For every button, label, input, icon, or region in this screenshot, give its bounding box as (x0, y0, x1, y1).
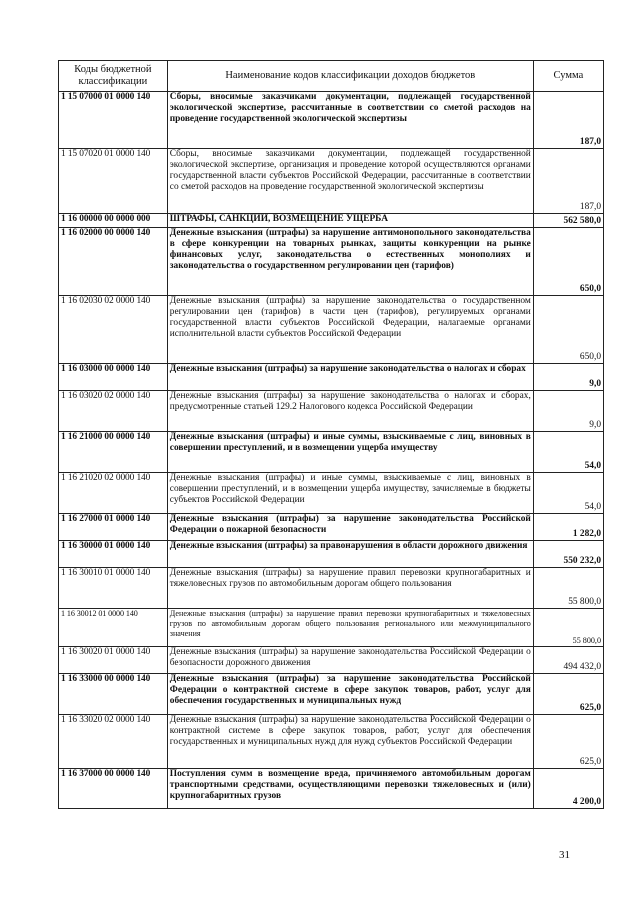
row-code: 1 16 27000 01 0000 140 (59, 514, 168, 541)
row-sum: 562 580,0 (533, 214, 603, 228)
row-name: Поступления сумм в возмещение вреда, причиняемого автомобильным дорогам транспортными средствами, осуществляющими перевозки тяжеловесных и (или) крупногабаритных грузов (167, 769, 533, 809)
table-row (59, 149, 604, 214)
row-sum: 650,0 (533, 228, 603, 296)
row-code: 1 16 30012 01 0000 140 (59, 609, 168, 647)
row-sum: 625,0 (533, 715, 603, 769)
table-row (59, 541, 604, 568)
row-code: 1 16 33000 00 0000 140 (59, 674, 168, 715)
row-code: 1 15 07000 01 0000 140 (59, 92, 168, 149)
row-sum: 4 200,0 (533, 769, 603, 809)
row-name: Денежные взыскания (штрафы) за нарушение законодательства о налогах и сборах (167, 364, 533, 391)
row-name: Денежные взыскания (штрафы) и иные суммы, взыскиваемые с лиц, виновных в совершении преступлений, и в возмещении ущерба имуществу (167, 432, 533, 473)
table-row (59, 647, 604, 674)
row-name: Денежные взыскания (штрафы) за нарушение правил перевозки крупногабаритных и тяжеловесных грузов по автомобильным дорогам общего пользования регионального или межмуниципального значения (167, 609, 533, 647)
row-name: Сборы, вносимые заказчиками документации, подлежащей государственной экологической экспертизе, организация и проведение которой осуществляются органами государственной власти субъектов Российской Федерации, рассчитанные в соответствии со сметой расходов на проведение государственной экологической экспертизы (167, 149, 533, 214)
budget-revenue-table (58, 60, 604, 809)
row-sum: 9,0 (533, 364, 603, 391)
table-header-row (59, 61, 604, 92)
row-name: Денежные взыскания (штрафы) за нарушение антимонопольного законодательства в сфере конкуренции на товарных рынках, защиты конкуренции на рынке финансовых услуг, законодательства о естественных монополиях и законодательства о государственном регулировании цен (тарифов) (167, 228, 533, 296)
row-sum: 54,0 (533, 473, 603, 514)
row-name: Денежные взыскания (штрафы) за правонарушения в области дорожного движения (167, 541, 533, 568)
row-sum: 54,0 (533, 432, 603, 473)
header-name: Наименование кодов классификации доходов бюджетов (167, 61, 533, 92)
page-number: 31 (559, 849, 570, 861)
row-code: 1 16 21000 00 0000 140 (59, 432, 168, 473)
row-name: Денежные взыскания (штрафы) и иные суммы, взыскиваемые с лиц, виновных в совершении преступлений, и в возмещении ущерба имуществу, зачисляемые в бюджеты субъектов Российской Федерации (167, 473, 533, 514)
row-sum: 187,0 (533, 92, 603, 149)
row-code: 1 15 07020 01 0000 140 (59, 149, 168, 214)
row-name: Денежные взыскания (штрафы) за нарушение правил перевозки крупногабаритных и тяжеловесных грузов по автомобильным дорогам общего пользования (167, 568, 533, 609)
table-row (59, 715, 604, 769)
row-sum: 550 232,0 (533, 541, 603, 568)
row-name: Денежные взыскания (штрафы) за нарушение законодательства о государственном регулировании цен (тарифов) в части цен (тарифов), регулируемых органами государственной власти субъектов Российской Федерации, налагаемые органами исполнительной власти субъектов Российской Федерации (167, 296, 533, 364)
row-name: Денежные взыскания (штрафы) за нарушение законодательства Российской Федерации о контрактной системе в сфере закупок товаров, работ, услуг для обеспечения государственных и муниципальных нужд (167, 674, 533, 715)
row-code: 1 16 02000 00 0000 140 (59, 228, 168, 296)
table-row (59, 228, 604, 296)
table-row (59, 214, 604, 228)
row-code: 1 16 02030 02 0000 140 (59, 296, 168, 364)
table-row (59, 432, 604, 473)
row-code: 1 16 00000 00 0000 000 (59, 214, 168, 228)
row-sum: 650,0 (533, 296, 603, 364)
row-code: 1 16 37000 00 0000 140 (59, 769, 168, 809)
table-row (59, 769, 604, 809)
row-sum: 625,0 (533, 674, 603, 715)
header-sum: Сумма (533, 61, 603, 92)
row-sum: 187,0 (533, 149, 603, 214)
table-row (59, 92, 604, 149)
row-sum: 9,0 (533, 391, 603, 432)
table-row (59, 296, 604, 364)
row-name: Денежные взыскания (штрафы) за нарушение законодательства Российской Федерации о пожарной безопасности (167, 514, 533, 541)
table-row (59, 674, 604, 715)
table-row (59, 473, 604, 514)
row-name: Денежные взыскания (штрафы) за нарушение законодательства о налогах и сборах, предусмотренные статьей 129.2 Налогового кодекса Российской Федерации (167, 391, 533, 432)
table-row (59, 391, 604, 432)
row-sum: 55 800,0 (533, 609, 603, 647)
table-row (59, 514, 604, 541)
row-name: Денежные взыскания (штрафы) за нарушение законодательства Российской Федерации о безопасности дорожного движения (167, 647, 533, 674)
row-code: 1 16 30020 01 0000 140 (59, 647, 168, 674)
table-row (59, 364, 604, 391)
table-row (59, 568, 604, 609)
row-code: 1 16 03020 02 0000 140 (59, 391, 168, 432)
row-code: 1 16 30000 01 0000 140 (59, 541, 168, 568)
row-sum: 55 800,0 (533, 568, 603, 609)
row-name: Сборы, вносимые заказчиками документации, подлежащей государственной экологической экспертизе, рассчитанные в соответствии со сметой расходов на проведение государственной экологической экспертизы (167, 92, 533, 149)
row-name: Денежные взыскания (штрафы) за нарушение законодательства Российской Федерации о контрактной системе в сфере закупок товаров, работ, услуг для обеспечения государственных и муниципальных нужд для нужд субъектов Российской Федерации (167, 715, 533, 769)
row-name: ШТРАФЫ, САНКЦИИ, ВОЗМЕЩЕНИЕ УЩЕРБА (167, 214, 533, 228)
table-row (59, 609, 604, 647)
row-code: 1 16 33020 02 0000 140 (59, 715, 168, 769)
row-code: 1 16 03000 00 0000 140 (59, 364, 168, 391)
header-code: Коды бюджетной классификации (59, 61, 168, 92)
row-sum: 494 432,0 (533, 647, 603, 674)
row-code: 1 16 21020 02 0000 140 (59, 473, 168, 514)
row-sum: 1 282,0 (533, 514, 603, 541)
row-code: 1 16 30010 01 0000 140 (59, 568, 168, 609)
